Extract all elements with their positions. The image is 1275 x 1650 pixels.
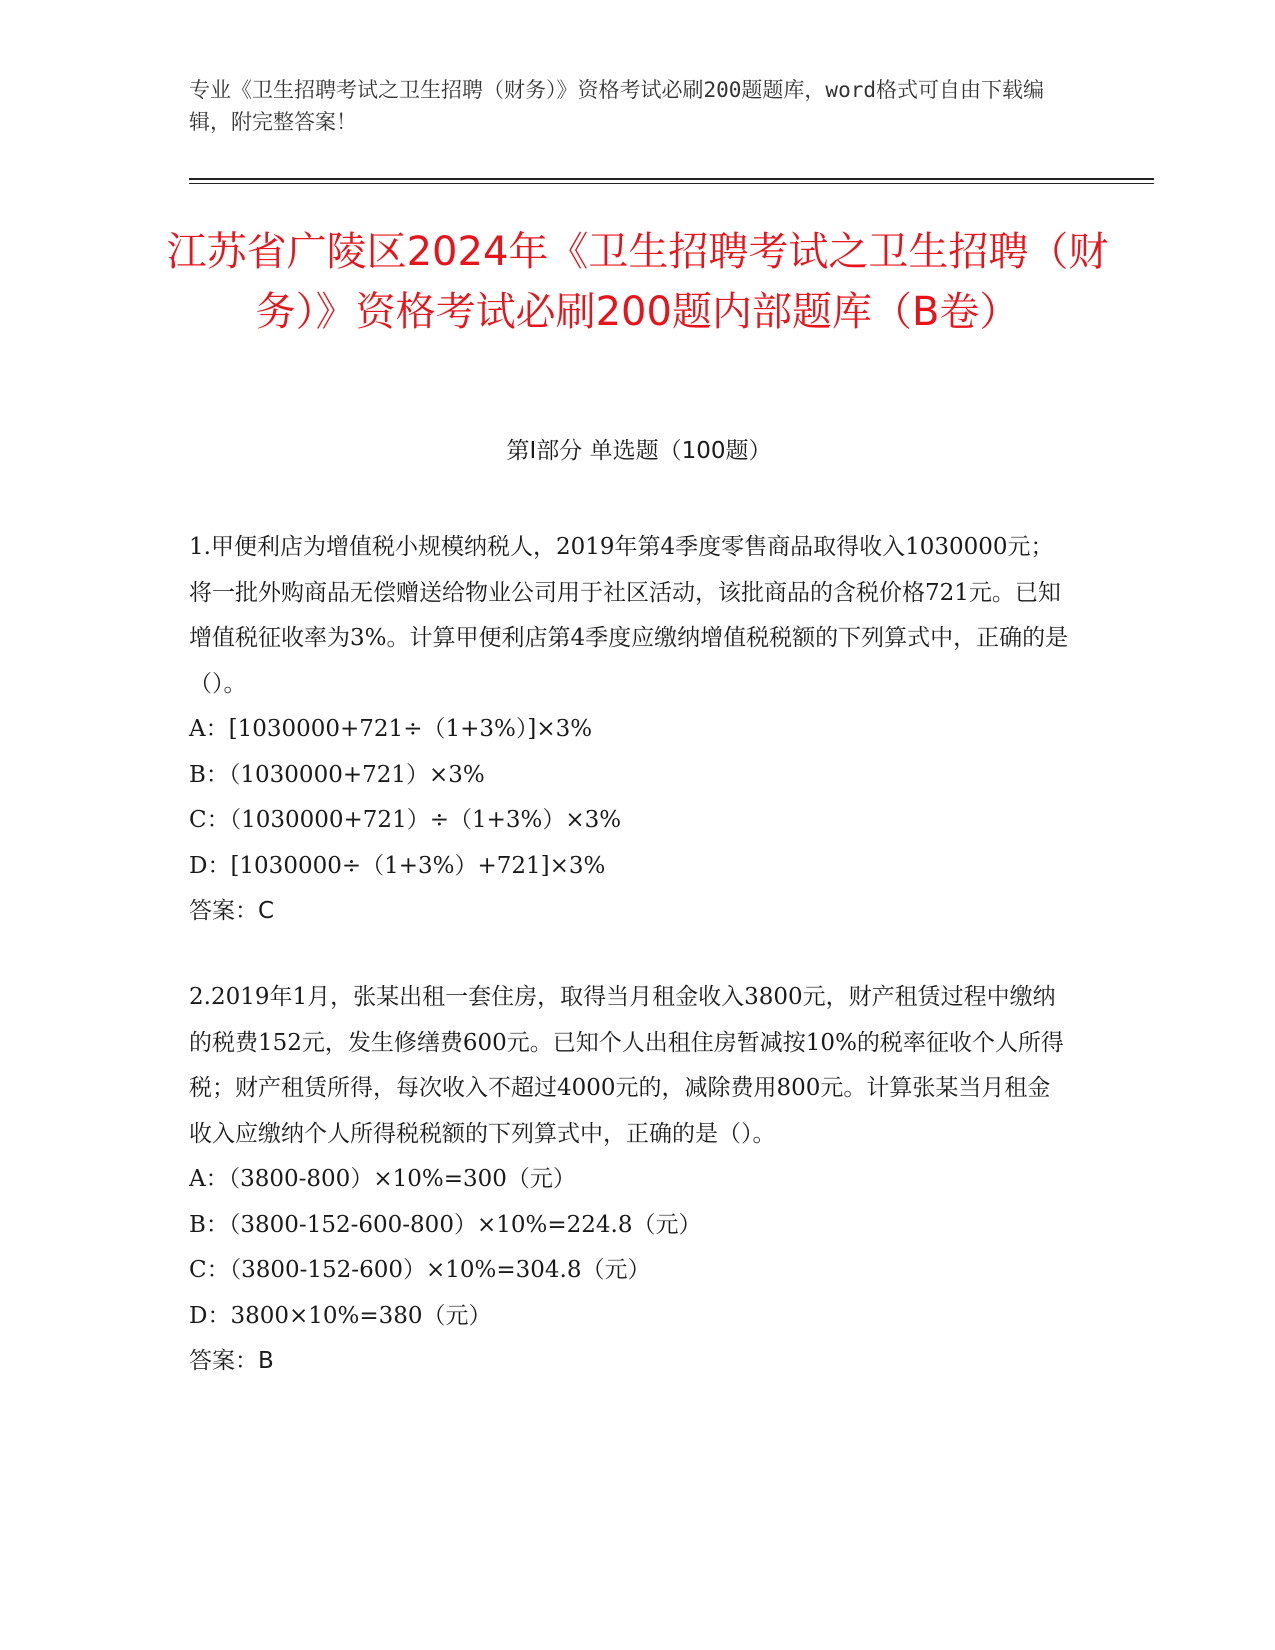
document-title: 江苏省广陵区2024年《卫生招聘考试之卫生招聘（财务）》资格考试必刷200题内部题库（B卷）	[166, 229, 1109, 335]
answer-line: 答案：C	[189, 898, 275, 924]
option-a: A：（3800-800）×10%=300（元）	[189, 1166, 576, 1192]
question-1	[189, 525, 1069, 935]
option-d: D：3800×10%=380（元）	[189, 1302, 492, 1329]
question-stem: 1.甲便利店为增值税小规模纳税人，2019年第4季度零售商品取得收入1030000元；将一批外购商品无偿赠送给物业公司用于社区活动，该批商品的含税价格721元。已知增值税征收率为3%。计算甲便利店第4季度应缴纳增值税税额的下列算式中，正确的是（）。	[189, 534, 1069, 697]
answer-line: 答案：B	[189, 1348, 274, 1374]
option-b: B：（3800-152-600-800）×10%=224.8（元）	[189, 1211, 702, 1238]
header-note: 专业《卫生招聘考试之卫生招聘（财务）》资格考试必刷200题题库，word格式可自由下载编辑，附完整答案！	[189, 78, 1044, 134]
option-c: C：（1030000+721）÷（1+3%）×3%	[189, 807, 622, 833]
option-b: B：（1030000+721）×3%	[189, 761, 485, 788]
question-2	[189, 975, 1069, 1385]
header-divider-thin	[189, 183, 1154, 184]
option-a: A：[1030000+721÷（1+3%）]×3%	[189, 716, 593, 742]
question-stem: 2.2019年1月，张某出租一套住房，取得当月租金收入3800元，财产租赁过程中缴纳的税费152元，发生修缮费600元。已知个人出租住房暂减按10%的税率征收个人所得税；财产租赁所得，每次收入不超过4000元的，减除费用800元。计算张某当月租金收入应缴纳个人所得税税额的下列算式中，正确的是（）。	[189, 984, 1064, 1147]
section-heading: 第Ⅰ部分 单选题（100题）	[506, 438, 772, 464]
option-c: C：（3800-152-600）×10%=304.8（元）	[189, 1257, 651, 1283]
option-d: D：[1030000÷（1+3%）+721]×3%	[189, 852, 606, 879]
header-divider-thick	[189, 178, 1154, 180]
